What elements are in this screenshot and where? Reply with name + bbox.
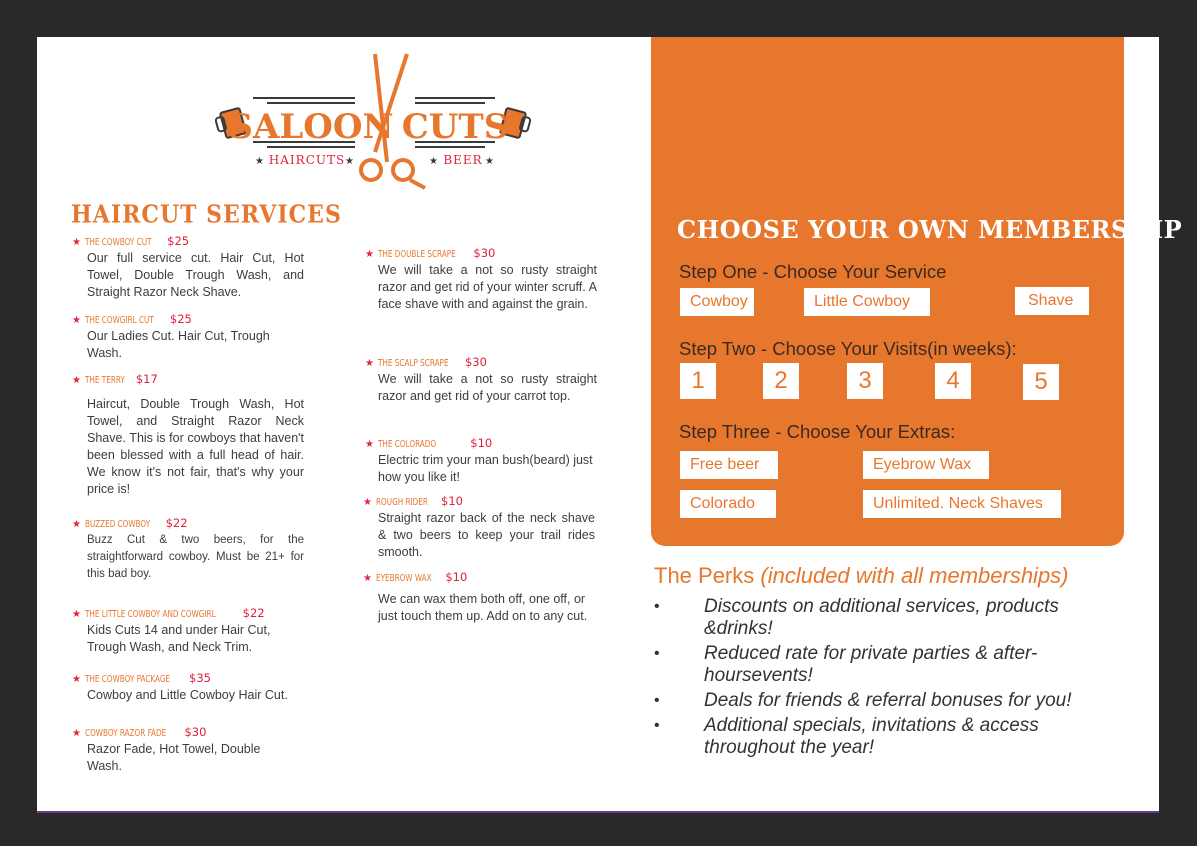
service-price: $22 bbox=[165, 516, 188, 530]
extra-eyebrow-wax[interactable]: Eyebrow Wax bbox=[863, 451, 989, 479]
svg-text:★: ★ bbox=[255, 156, 264, 167]
star-icon: ★ bbox=[365, 439, 374, 450]
service-name: THE COWGIRL CUT bbox=[84, 315, 154, 326]
star-icon: ★ bbox=[72, 315, 81, 326]
svg-text:SALOON: SALOON bbox=[228, 107, 394, 147]
service-item bbox=[363, 494, 595, 561]
service-item bbox=[72, 312, 304, 362]
bullet-icon: • bbox=[654, 598, 660, 615]
service-description: We will take a not so rusty straight razor and get rid of your winter scruff. A face shave with and against the grain. bbox=[378, 263, 597, 311]
star-icon: ★ bbox=[72, 609, 81, 620]
service-price: $30 bbox=[184, 725, 207, 739]
service-description: Our full service cut. Hair Cut, Hot Towel, Double Trough Wash, and Straight Razor Neck Shave. bbox=[87, 251, 304, 299]
service-item bbox=[72, 372, 304, 498]
option-little-cowboy[interactable]: Little Cowboy bbox=[804, 288, 930, 316]
membership-panel bbox=[651, 37, 1183, 546]
service-description: Haircut, Double Trough Wash, Hot Towel, and Straight Razor Neck Shave. This is for cowboys that haven't been blessed with a full head of hair. We know it's not fair, that's why your price is! bbox=[87, 397, 304, 496]
service-item bbox=[72, 725, 304, 775]
service-price: $25 bbox=[167, 234, 190, 248]
service-item bbox=[365, 355, 597, 405]
service-price: $30 bbox=[473, 246, 496, 260]
perk-text: Discounts on additional services, products &drinks! bbox=[704, 596, 1059, 639]
service-description: We can wax them both off, one off, or just touch them up. Add on to any cut. bbox=[378, 592, 588, 623]
service-item bbox=[365, 246, 597, 313]
service-name: THE SCALP SCRAPE bbox=[377, 358, 449, 369]
visits-option-4[interactable]: 4 bbox=[935, 363, 971, 399]
star-icon: ★ bbox=[72, 519, 81, 530]
star-icon: ★ bbox=[72, 237, 81, 248]
visits-option-2[interactable]: 2 bbox=[763, 363, 799, 399]
star-icon: ★ bbox=[365, 249, 374, 260]
service-name: ROUGH RIDER bbox=[375, 497, 428, 508]
service-price: $10 bbox=[445, 570, 468, 584]
service-description: Razor Fade, Hot Towel, Double Wash. bbox=[87, 742, 261, 773]
star-icon: ★ bbox=[365, 358, 374, 369]
option-shave[interactable]: Shave bbox=[1015, 287, 1089, 315]
perks-title bbox=[654, 563, 1069, 589]
star-icon: ★ bbox=[72, 728, 81, 739]
perk-item bbox=[654, 690, 1104, 712]
perk-item bbox=[654, 715, 1104, 759]
service-name: THE COWBOY CUT bbox=[84, 237, 152, 248]
svg-text:★: ★ bbox=[485, 156, 494, 167]
perks-heading: The Perks bbox=[654, 563, 755, 588]
perk-text: Additional specials, invitations & access throughout the year! bbox=[704, 715, 1039, 758]
service-description: Kids Cuts 14 and under Hair Cut, Trough Wash, and Neck Trim. bbox=[87, 623, 271, 654]
perks-subtitle: (included with all memberships) bbox=[760, 563, 1069, 588]
svg-text:CUTS: CUTS bbox=[401, 107, 509, 147]
visits-option-1[interactable]: 1 bbox=[680, 363, 716, 399]
star-icon: ★ bbox=[72, 674, 81, 685]
visits-option-3[interactable]: 3 bbox=[847, 363, 883, 399]
saloon-cuts-logo bbox=[215, 52, 533, 192]
service-price: $10 bbox=[470, 436, 493, 450]
service-price: $35 bbox=[189, 671, 211, 685]
service-name: EYEBROW WAX bbox=[375, 573, 432, 584]
service-item bbox=[72, 516, 304, 583]
service-price: $25 bbox=[169, 312, 192, 326]
perk-text: Reduced rate for private parties & after-hoursevents! bbox=[704, 643, 1038, 686]
service-description: Electric trim your man bush(beard) just how you like it! bbox=[378, 453, 593, 484]
service-description: We will take a not so rusty straight razor and get rid of your carrot top. bbox=[378, 372, 597, 403]
star-icon: ★ bbox=[363, 497, 372, 508]
perk-item bbox=[654, 643, 1104, 687]
svg-text:★: ★ bbox=[429, 156, 438, 167]
bullet-icon: • bbox=[654, 717, 660, 734]
option-cowboy[interactable]: Cowboy bbox=[680, 288, 754, 316]
service-price: $30 bbox=[464, 355, 487, 369]
service-name: BUZZED COWBOY bbox=[84, 519, 151, 530]
perk-item bbox=[654, 596, 1104, 640]
service-description: Our Ladies Cut. Hair Cut, Trough Wash. bbox=[87, 329, 270, 360]
membership-title: CHOOSE YOUR OWN MEMBERSHIP bbox=[677, 215, 1183, 244]
perk-text: Deals for friends & referral bonuses for you! bbox=[704, 690, 1072, 711]
service-price: $10 bbox=[441, 494, 463, 508]
service-name: THE DOUBLE SCRAPE bbox=[377, 249, 456, 260]
bullet-icon: • bbox=[654, 692, 660, 709]
service-name: THE LITTLE COWBOY AND COWGIRL bbox=[84, 609, 216, 620]
service-price: $17 bbox=[135, 372, 158, 386]
step-one-label: Step One - Choose Your Service bbox=[679, 261, 947, 282]
service-item bbox=[72, 234, 304, 301]
service-item bbox=[365, 436, 597, 486]
service-item bbox=[72, 606, 304, 656]
bullet-icon: • bbox=[654, 645, 660, 662]
logo-graphic bbox=[215, 52, 533, 192]
service-name: THE COLORADO bbox=[377, 439, 437, 450]
step-three-label: Step Three - Choose Your Extras: bbox=[679, 421, 956, 442]
svg-text:BEER: BEER bbox=[443, 153, 483, 167]
extra-unlimited-neck-shaves[interactable]: Unlimited. Neck Shaves bbox=[863, 490, 1061, 518]
service-name: THE TERRY bbox=[84, 375, 125, 386]
extra-colorado[interactable]: Colorado bbox=[680, 490, 776, 518]
service-description: Buzz Cut & two beers, for the straightforward cowboy. Must be 21+ for this bad boy. bbox=[87, 534, 304, 580]
step-two-label: Step Two - Choose Your Visits(in weeks): bbox=[679, 338, 1017, 359]
svg-text:★: ★ bbox=[345, 156, 354, 167]
visits-option-5[interactable]: 5 bbox=[1023, 364, 1059, 400]
service-price: $22 bbox=[242, 606, 265, 620]
star-icon: ★ bbox=[363, 573, 372, 584]
service-name: COWBOY RAZOR FADE bbox=[84, 728, 167, 739]
service-name: THE COWBOY PACKAGE bbox=[84, 674, 171, 685]
service-item bbox=[363, 570, 595, 625]
service-description: Cowboy and Little Cowboy Hair Cut. bbox=[87, 688, 288, 702]
star-icon: ★ bbox=[72, 375, 81, 386]
service-item bbox=[72, 671, 304, 704]
extra-free-beer[interactable]: Free beer bbox=[680, 451, 778, 479]
service-description: Straight razor back of the neck shave & two beers to keep your trail rides smooth. bbox=[378, 511, 595, 559]
section-title: HAIRCUT SERVICES bbox=[71, 200, 342, 230]
svg-text:HAIRCUTS: HAIRCUTS bbox=[268, 153, 346, 167]
